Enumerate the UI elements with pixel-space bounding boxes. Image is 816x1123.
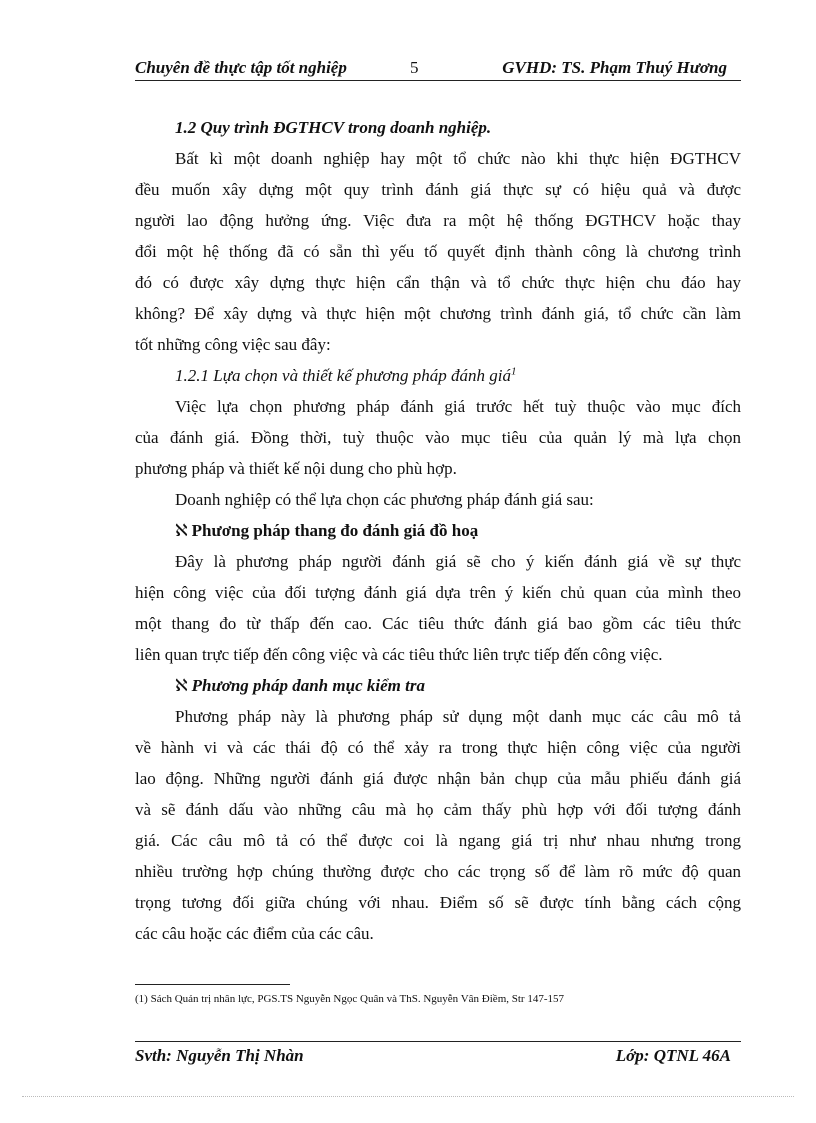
paragraph-line: về hành vi và các thái độ có thể xảy ra trong thực hiện công việc của người: [135, 738, 741, 757]
paragraph-line: liên quan trực tiếp đến công việc và các tiêu thức liên trực tiếp đến công việc.: [135, 645, 663, 664]
paragraph-line: lao động. Những người đánh giá được nhận bản chụp của mẫu phiếu đánh giá: [135, 769, 741, 788]
footnote-separator: [135, 984, 290, 985]
paragraph-line: phương pháp và thiết kế nội dung cho phù hợp.: [135, 459, 457, 478]
page-header: [135, 58, 741, 81]
paragraph-line: Doanh nghiệp có thể lựa chọn các phương pháp đánh giá sau:: [175, 490, 594, 509]
paragraph-line: đổi một hệ thống đã có sẵn thì yếu tố quyết định thành công là chương trình: [135, 242, 741, 261]
paragraph-line: các câu hoặc các điểm của các câu.: [135, 924, 374, 943]
paragraph-line: Việc lựa chọn phương pháp đánh giá trước hết tuỳ thuộc vào mục đích: [175, 397, 741, 416]
header-advisor: GVHD: TS. Phạm Thuý Hương: [502, 58, 727, 77]
page-edge-divider: [22, 1096, 794, 1097]
paragraph-line: của đánh giá. Đồng thời, tuỳ thuộc vào mục tiêu của quản lý mà lựa chọn: [135, 428, 741, 447]
paragraph-line: trọng tương đối giữa chúng với nhau. Điểm số sẽ được tính bằng cách cộng: [135, 893, 741, 912]
subsection-heading: [135, 360, 741, 391]
subsection-title: 1.2.1 Lựa chọn và thiết kế phương pháp đánh giá: [175, 366, 511, 385]
footer-student: Svth: Nguyễn Thị Nhàn: [135, 1046, 304, 1065]
footnote: (1) Sách Quản trị nhân lực, PGS.TS Nguyễn Ngọc Quân và ThS. Nguyễn Vân Điềm, Str 147-157: [135, 993, 564, 1005]
footnote-reference: 1: [510, 365, 517, 378]
paragraph-line: Phương pháp này là phương pháp sử dụng một danh mục các câu mô tả: [175, 707, 741, 726]
page-number: 5: [410, 58, 419, 77]
paragraph-line: đều muốn xây dựng một quy trình đánh giá thực sự có hiệu quả và được: [135, 180, 741, 199]
method-heading: [135, 515, 741, 546]
paragraph-line: người lao động hưởng ứng. Việc đưa ra một hệ thống ĐGTHCV hoặc thay: [135, 211, 741, 230]
header-title: Chuyên đề thực tập tốt nghiệp: [135, 58, 347, 77]
method-title: Phương pháp thang đo đánh giá đồ hoạ: [191, 521, 479, 540]
paragraph-line: không? Để xây dựng và thực hiện một chương trình đánh giá, tổ chức cần làm: [135, 304, 741, 323]
bullet-icon: ℵ: [175, 521, 188, 540]
method-heading: [135, 670, 741, 701]
paragraph-line: một thang đo từ thấp đến cao. Các tiêu thức đánh giá bao gồm các tiêu thức: [135, 614, 741, 633]
paragraph-line: và sẽ đánh dấu vào những câu mà họ cảm thấy phù hợp với đối tượng đánh: [135, 800, 741, 819]
section-heading: 1.2 Quy trình ĐGTHCV trong doanh nghiệp.: [175, 118, 492, 137]
paragraph-line: giá. Các câu mô tả có thể được coi là ngang giá trị như nhau nhưng trong: [135, 831, 741, 850]
paragraph-line: đó có được xây dựng thực hiện cẩn thận và tổ chức thực hiện chu đáo hay: [135, 273, 741, 292]
page-footer: [135, 1041, 741, 1069]
footer-class: Lớp: QTNL 46A: [615, 1046, 731, 1065]
paragraph-line: hiện công việc của đối tượng đánh giá dựa trên ý kiến chủ quan của mình theo: [135, 583, 741, 602]
paragraph-line: Bất kì một doanh nghiệp hay một tổ chức nào khi thực hiện ĐGTHCV: [175, 149, 741, 168]
paragraph-line: tốt những công việc sau đây:: [135, 335, 331, 354]
method-title: Phương pháp danh mục kiểm tra: [191, 676, 425, 695]
paragraph-line: Đây là phương pháp người đánh giá sẽ cho ý kiến đánh giá về sự thực: [175, 552, 741, 571]
page-body: [135, 112, 741, 949]
bullet-icon: ℵ: [175, 676, 188, 695]
paragraph-line: nhiều trường hợp chúng thường được cho các trọng số để làm rõ mức độ quan: [135, 862, 741, 881]
